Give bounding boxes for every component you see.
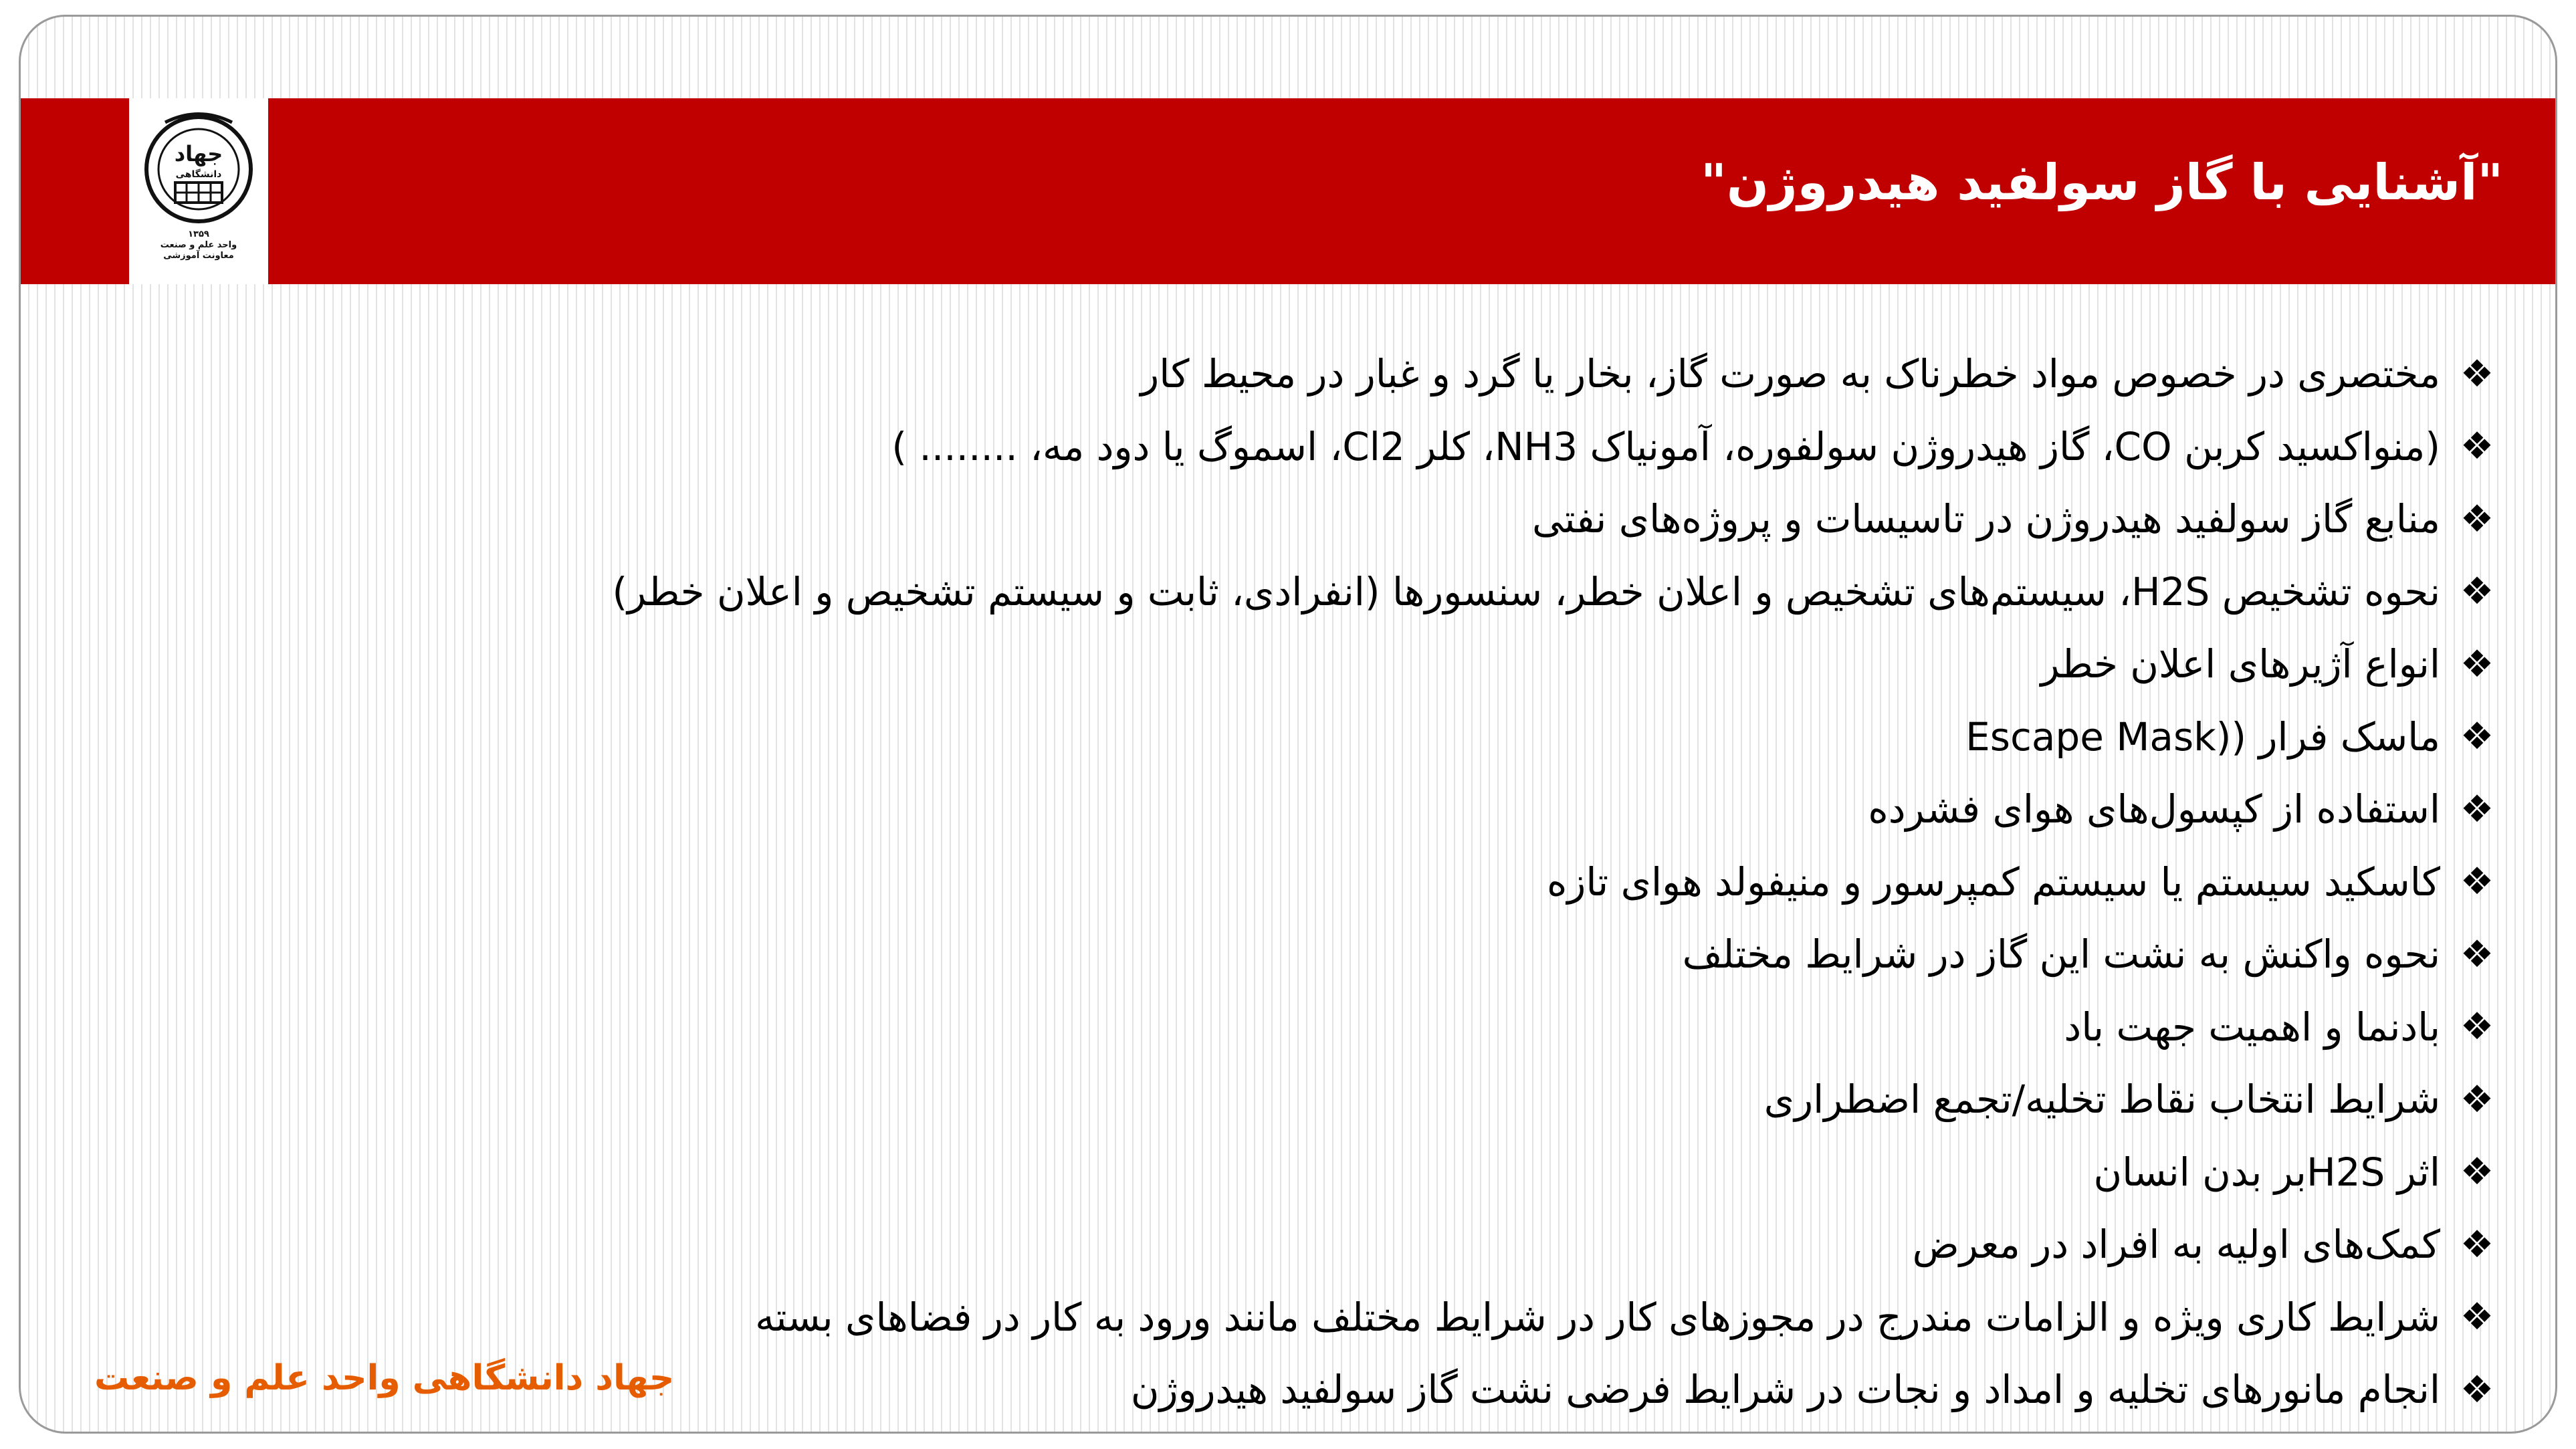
footer-text: جهاد دانشگاهی واحد علم و صنعت	[94, 1358, 675, 1398]
four-diamond-bullet-icon: ❖	[2460, 352, 2494, 396]
list-item	[160, 556, 2500, 629]
list-item-text: نحوه واکنش به نشت این گاز در شرایط مختلف	[1682, 931, 2440, 978]
list-item	[160, 1208, 2500, 1281]
list-item-text: کمک‌های اولیه به افراد در معرض	[1912, 1222, 2440, 1268]
list-item	[160, 1063, 2500, 1136]
list-item-text: اثر H2Sبر بدن انسان	[2093, 1149, 2440, 1195]
list-item	[160, 483, 2500, 556]
list-item	[160, 338, 2500, 411]
list-item	[160, 991, 2500, 1064]
jihad-emblem-icon	[138, 102, 259, 229]
list-item-text: استفاده از کپسول‌های هوای فشرده	[1868, 786, 2440, 832]
logo-sub-text: دانشگاهی	[175, 169, 222, 180]
slide-frame	[19, 15, 2557, 1434]
logo-caption-dept: معاونت آموزشی	[163, 251, 234, 261]
list-item	[160, 628, 2500, 701]
list-item	[160, 701, 2500, 774]
list-item-text: انواع آژیرهای اعلان خطر	[2040, 641, 2440, 687]
four-diamond-bullet-icon: ❖	[2460, 1077, 2494, 1121]
list-item-text: شرایط انتخاب نقاط تخلیه/تجمع اضطراری	[1763, 1077, 2440, 1123]
four-diamond-bullet-icon: ❖	[2460, 570, 2494, 614]
list-item-text: بادنما و اهمیت جهت باد	[2064, 1004, 2440, 1050]
logo-caption-year: ۱۳۵۹	[188, 229, 209, 239]
list-item-text: مختصری در خصوص مواد خطرناک به صورت گاز، بخار یا گرد و غبار در محیط کار	[1140, 351, 2440, 397]
list-item-text: شرایط کاری ویژه و الزامات مندرج در مجوزهای کار در شرایط مختلف مانند ورود به کار در فضاهای بسته	[755, 1294, 2440, 1340]
list-item	[160, 846, 2500, 919]
bullet-list	[160, 338, 2500, 1426]
four-diamond-bullet-icon: ❖	[2460, 642, 2494, 686]
list-item-text: انجام مانورهای تخلیه و امداد و نجات در شرایط فرضی نشت گاز سولفید هیدروژن	[1130, 1367, 2440, 1413]
four-diamond-bullet-icon: ❖	[2460, 497, 2494, 541]
four-diamond-bullet-icon: ❖	[2460, 1005, 2494, 1049]
logo	[129, 98, 268, 284]
four-diamond-bullet-icon: ❖	[2460, 932, 2494, 976]
logo-caption-unit: واحد علم و صنعت	[160, 240, 237, 250]
four-diamond-bullet-icon: ❖	[2460, 1367, 2494, 1412]
list-item	[160, 1281, 2500, 1354]
four-diamond-bullet-icon: ❖	[2460, 425, 2494, 469]
four-diamond-bullet-icon: ❖	[2460, 787, 2494, 831]
list-item-text: منابع گاز سولفید هیدروژن در تاسیسات و پروژه‌های نفتی	[1531, 496, 2440, 542]
four-diamond-bullet-icon: ❖	[2460, 715, 2494, 759]
list-item-text: کاسکید سیستم یا سیستم کمپرسور و منیفولد هوای تازه	[1546, 859, 2440, 905]
list-item-text: نحوه تشخیص H2S، سیستم‌های تشخیص و اعلان خطر، سنسورها (انفرادی، ثابت و سیستم تشخیص و اعلان خطر)	[612, 568, 2440, 615]
four-diamond-bullet-icon: ❖	[2460, 1295, 2494, 1339]
list-item	[160, 918, 2500, 991]
list-item	[160, 411, 2500, 483]
four-diamond-bullet-icon: ❖	[2460, 1222, 2494, 1266]
four-diamond-bullet-icon: ❖	[2460, 1150, 2494, 1194]
logo-top-text: جهاد	[174, 141, 223, 166]
logo-caption	[160, 229, 237, 261]
slide-title: "آشنایی با گاز سولفید هیدروژن"	[1701, 154, 2503, 211]
list-item-text: ماسک فرار ((Escape Mask	[1965, 713, 2440, 760]
four-diamond-bullet-icon: ❖	[2460, 860, 2494, 904]
list-item	[160, 1136, 2500, 1209]
list-item	[160, 773, 2500, 846]
list-item-text: (منواکسید کربن CO، گاز هیدروژن سولفوره، آمونیاک NH3، کلر Cl2، اسموگ یا دود مه، ........ )	[891, 423, 2440, 469]
